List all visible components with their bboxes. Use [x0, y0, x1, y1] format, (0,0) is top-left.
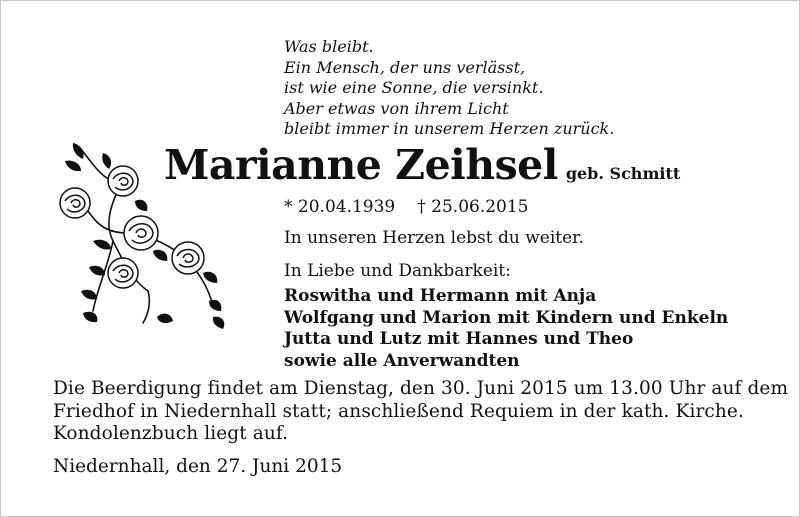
mourner-line: Wolfgang und Marion mit Kindern und Enkeln	[284, 307, 729, 328]
funeral-line: Friedhof in Niedernhall statt; anschließend Requiem in der kath. Kirche.	[53, 400, 744, 422]
mourners-list	[284, 286, 728, 372]
mourner-line: sowie alle Anverwandten	[284, 350, 520, 371]
poem	[284, 37, 614, 140]
deceased-heading	[164, 141, 680, 189]
remembrance-text: In unseren Herzen lebst du weiter.	[284, 228, 584, 248]
maiden-name: geb. Schmitt	[565, 164, 681, 183]
mourner-line: Roswitha und Hermann mit Anja	[284, 286, 597, 306]
place-and-date: Niedernhall, den 27. Juni 2015	[53, 456, 343, 477]
poem-line: Ein Mensch, der uns verlässt,	[284, 57, 526, 77]
poem-line: Was bleibt.	[284, 37, 374, 56]
gratitude-text: In Liebe und Dankbarkeit:	[284, 261, 511, 281]
life-dates	[284, 197, 551, 217]
poem-line: bleibt immer in unserem Herzen zurück.	[284, 119, 615, 138]
birth-date: * 20.04.1939	[284, 197, 396, 217]
poem-line: Aber etwas von ihrem Licht	[284, 98, 509, 118]
funeral-line: Kondolenzbuch liegt auf.	[53, 423, 289, 444]
funeral-line: Die Beerdigung findet am Dienstag, den 30. Juni 2015 um 13.00 Uhr auf dem	[53, 378, 789, 399]
death-date: † 25.06.2015	[417, 197, 529, 217]
deceased-name: Marianne Zeihsel	[164, 141, 558, 189]
mourner-line: Jutta und Lutz mit Hannes und Theo	[284, 329, 634, 349]
funeral-notice	[53, 378, 788, 446]
poem-line: ist wie eine Sonne, die versinkt.	[284, 78, 544, 97]
